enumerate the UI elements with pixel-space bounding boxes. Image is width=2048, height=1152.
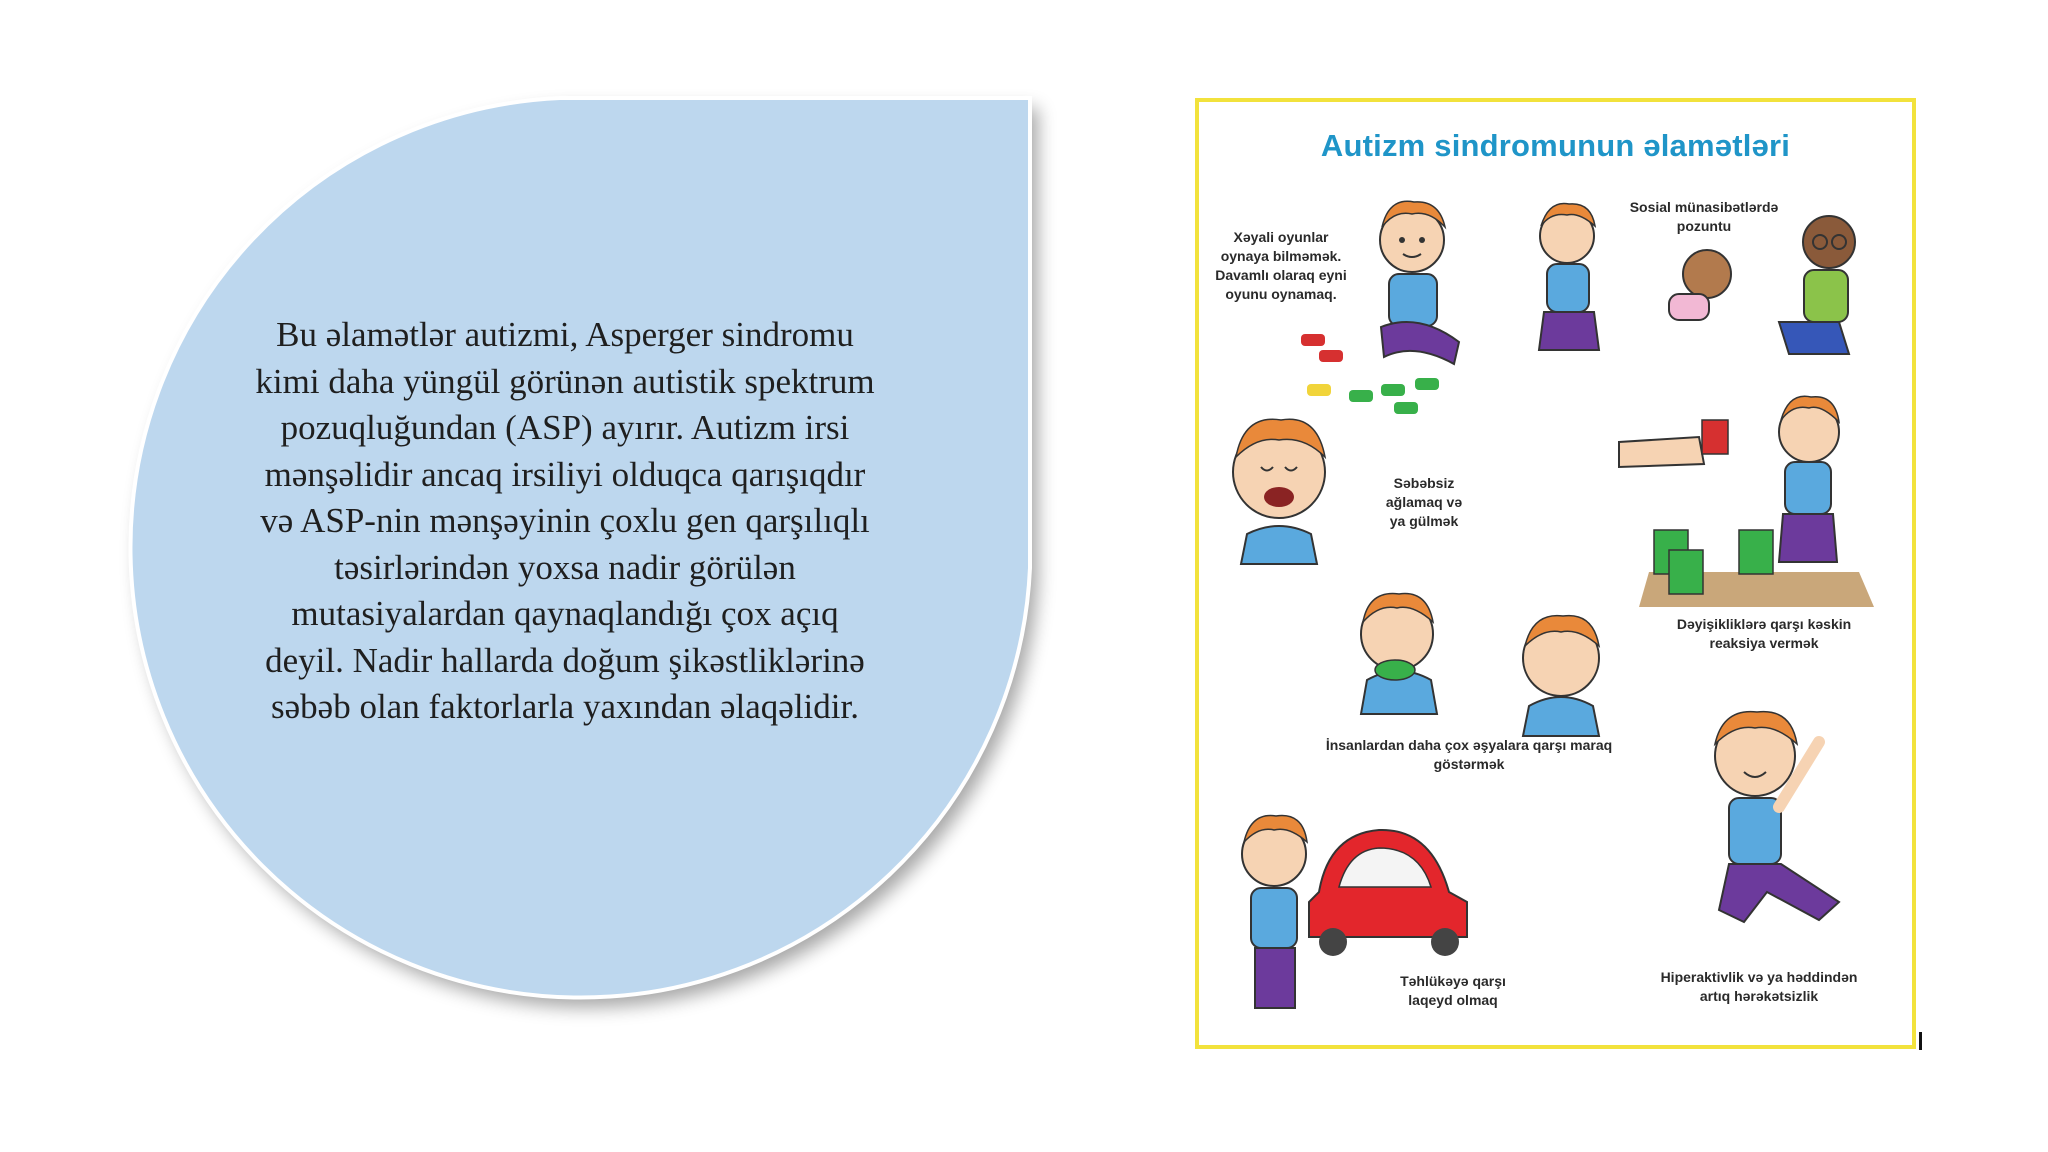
caption-crying: Səbəbsiz ağlamaq və ya gülmək <box>1385 475 1463 529</box>
caption-social: Sosial münasibətlərdə pozuntu <box>1629 199 1779 234</box>
caption-changes: Dəyişikliklərə qarşı kəskin reaksiya vermək <box>1676 616 1852 651</box>
symptoms-poster <box>1195 98 1916 1049</box>
caption-danger: Təhlükəyə qarşı laqeyd olmaq <box>1400 973 1506 1008</box>
caption-objects: İnsanlardan daha çox əşyalara qarşı maraq göstərmək <box>1325 737 1613 772</box>
edge-mark <box>1919 1032 1922 1050</box>
objects-interest-illustration <box>1361 594 1599 736</box>
crying-kid-illustration <box>1233 419 1325 564</box>
hyperactive-kid-illustration <box>1715 712 1839 922</box>
caption-hyperactivity: Hiperaktivlik və ya həddindən artıq hərəkətsizlik <box>1660 969 1858 1004</box>
cups-change-illustration <box>1619 396 1874 607</box>
description-text: Bu əlamətlər autizmi, Asperger sindromu kimi daha yüngül görünən autistik spektrum pozuqluğundan (ASP) ayırır. Autizm irsi mənşəlidir ancaq irsiliyi olduqca qarışıqdır və ASP-nin mənşəyinin çoxlu gen qarşılıqlı təsirlərindən yoxsa nadir görülən mutasiyalardan qaynaqlandığı çox açıq deyil. Nadir hallarda doğum şikəstliklərinə səbəb olan faktorlarla yaxından əlaqəlidir. <box>255 315 875 726</box>
caption-imaginary-play: Xəyali oyunlar oynaya bilməmək. Davamlı olaraq eyni oyunu oynamaq. <box>1215 229 1347 302</box>
poster-title: Autizm sindromunun əlamətləri <box>1320 128 1791 163</box>
